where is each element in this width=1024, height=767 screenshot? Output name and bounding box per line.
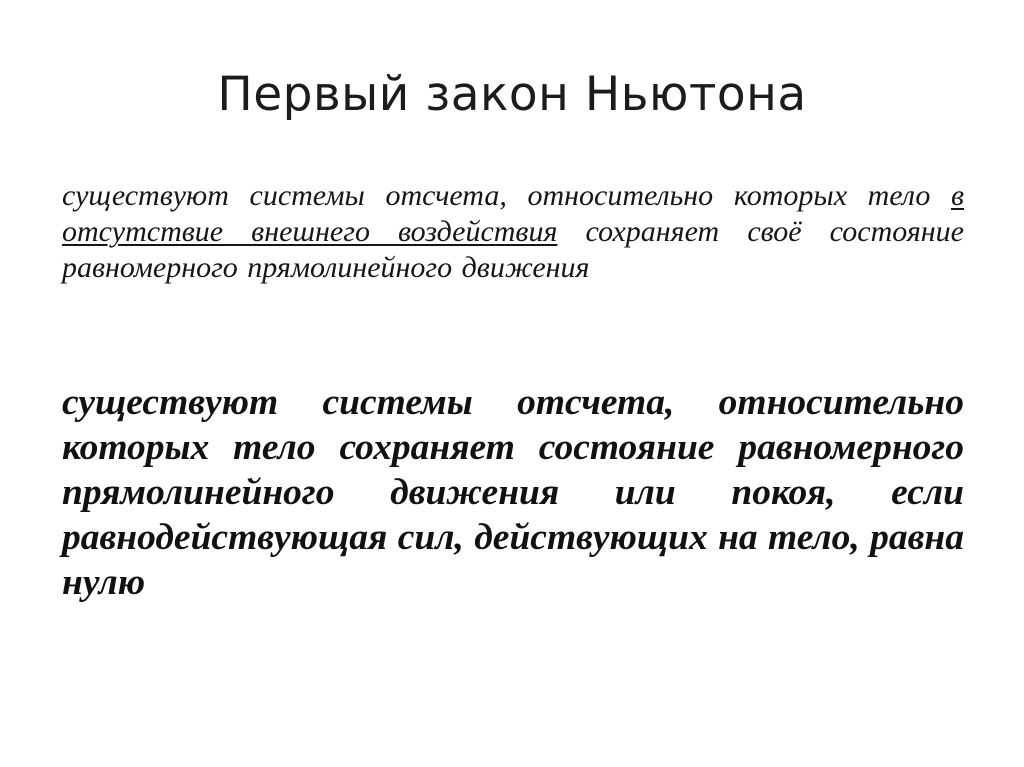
- slide-title: Первый закон Ньютона: [217, 67, 807, 122]
- definition-paragraph-2: существуют системы отсчета, относительно которых тело сохраняет состояние равномерного прямолинейного движения или покоя, если равнодействующая сил, действующих на тело, равна нулю: [62, 382, 964, 603]
- definition-paragraph-1: [62, 178, 964, 286]
- definition-1-underlined-phrase: в отсутствие внешнего воздействия: [62, 179, 964, 248]
- definition-1-text-end: сохраняет своё состояние равномерного прямолинейного движения: [62, 215, 964, 284]
- definition-1-text-start: существуют системы отсчета, относительно которых тело: [62, 179, 951, 212]
